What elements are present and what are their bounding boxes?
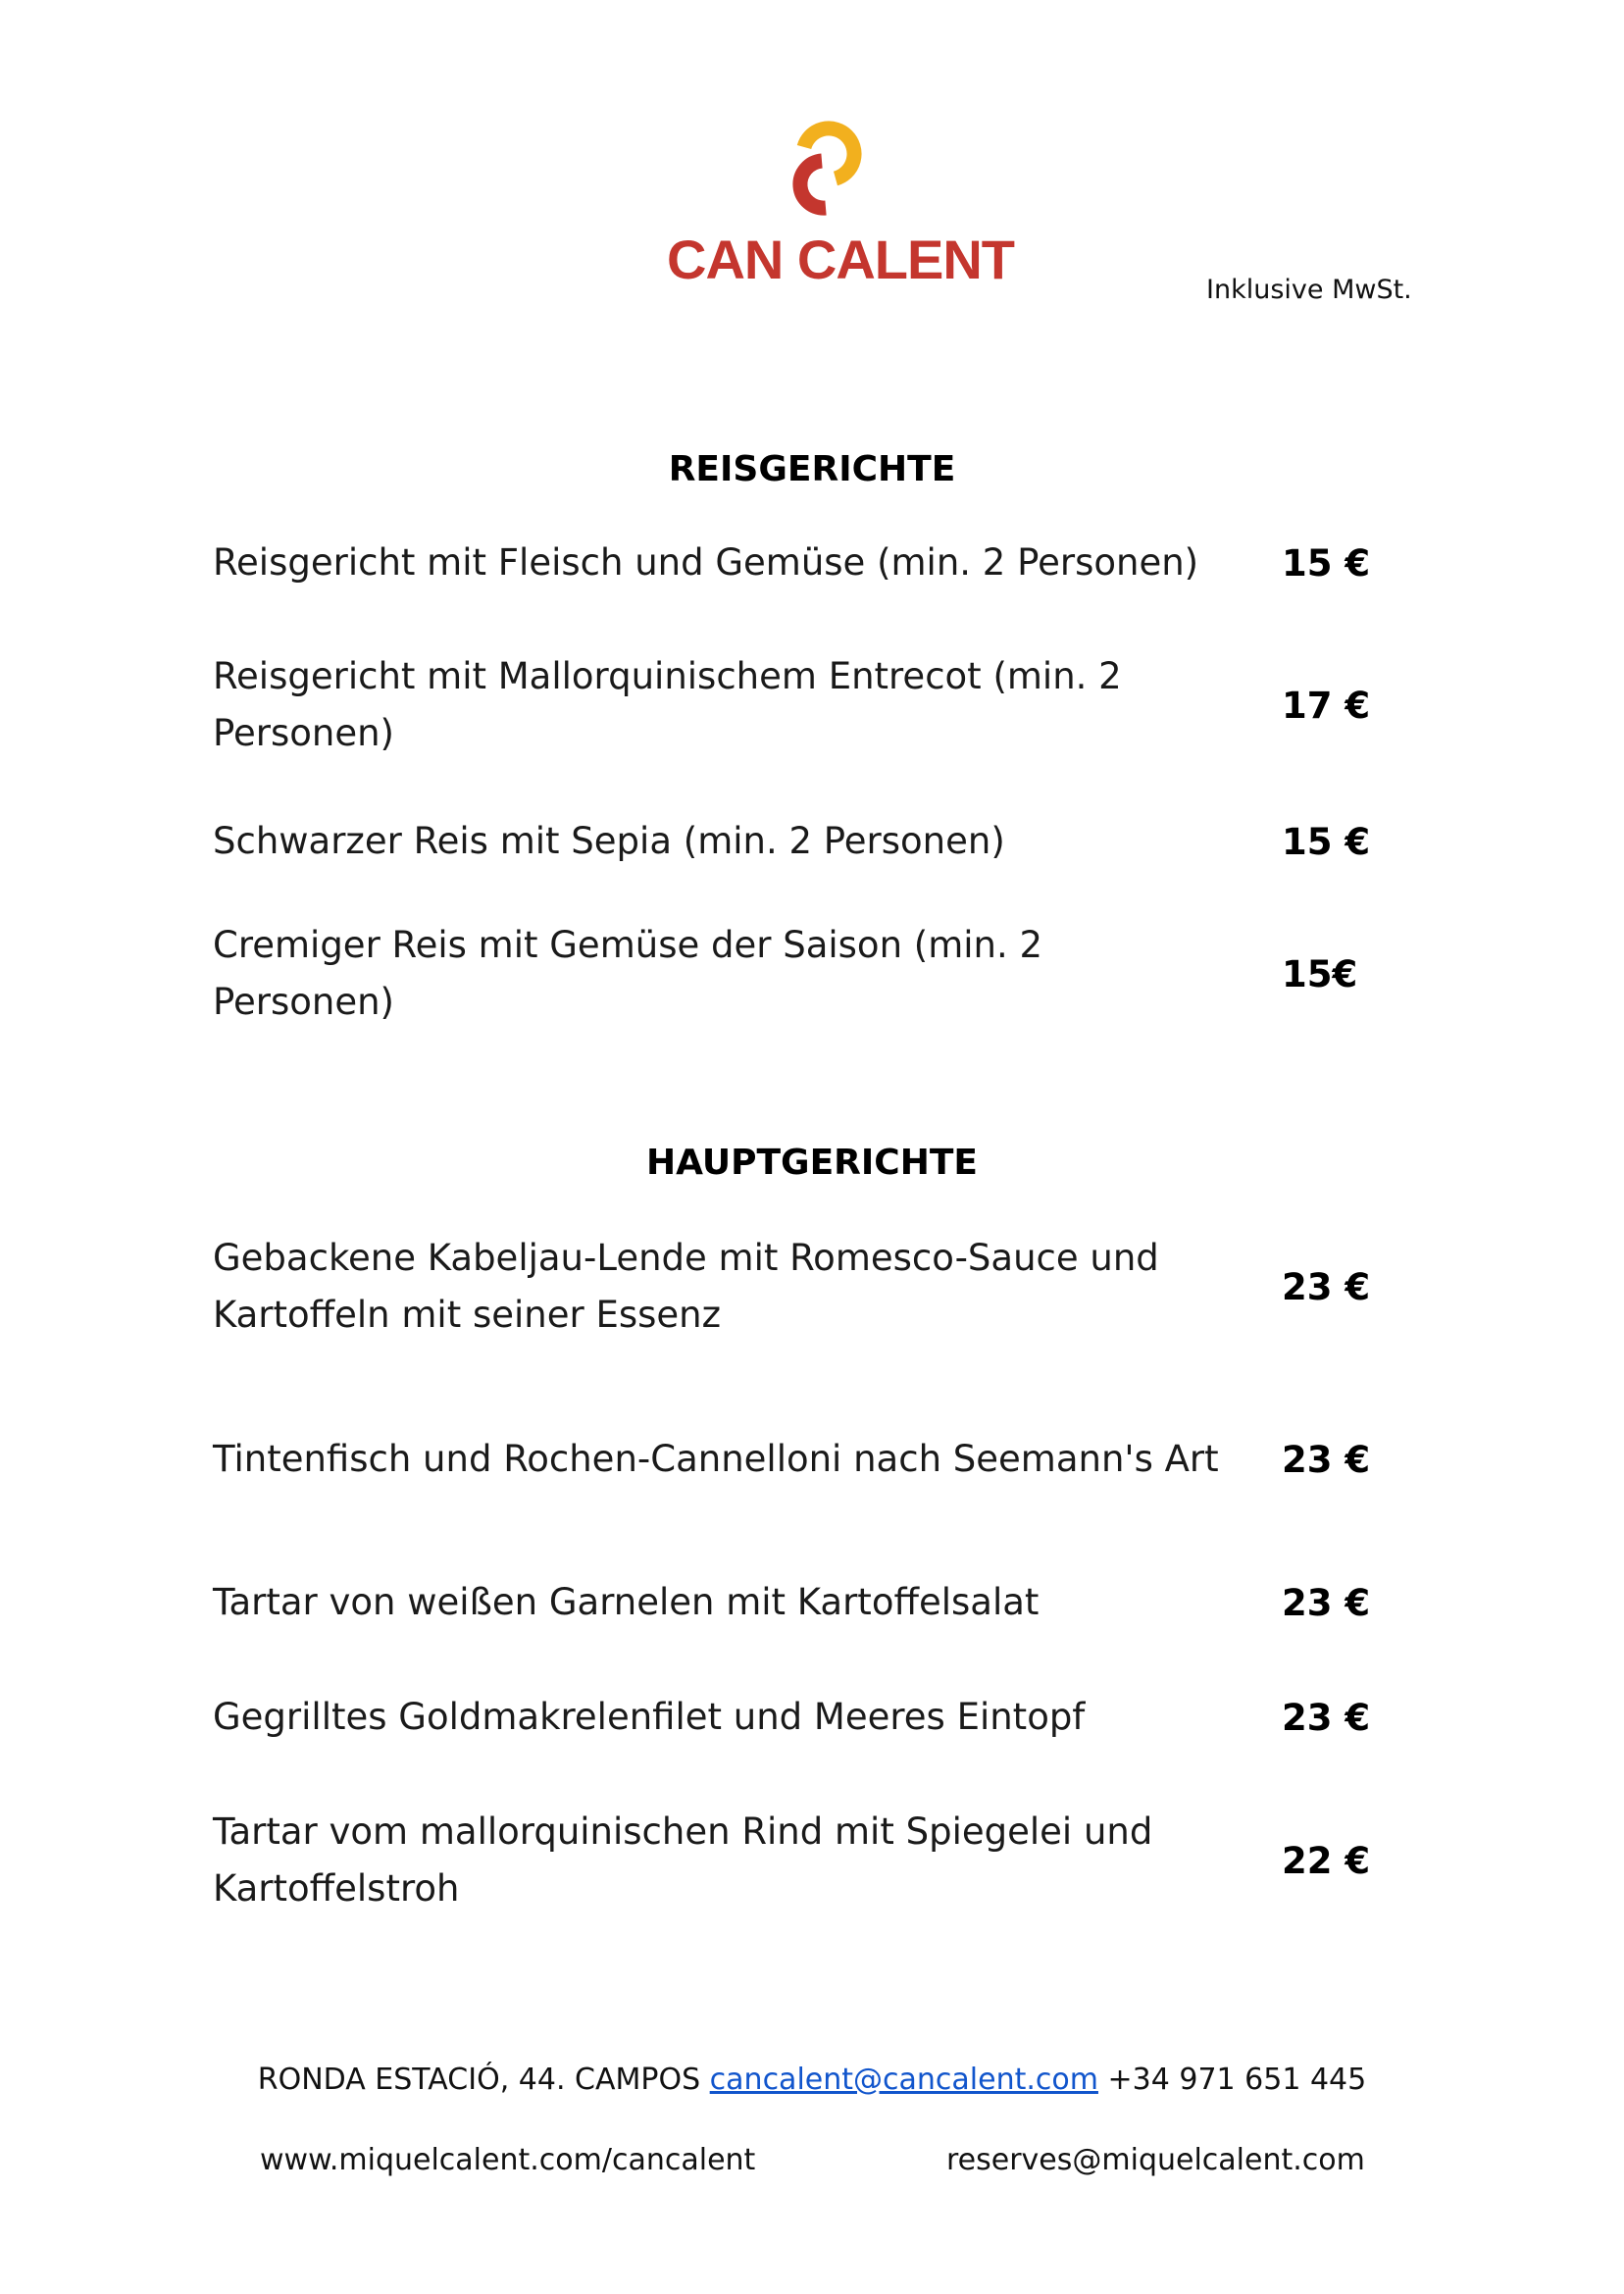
menu-item	[213, 648, 1370, 762]
menu-item	[213, 917, 1370, 1031]
footer-website: www.miquelcalent.com/cancalent	[260, 2143, 756, 2177]
section-title-hauptgerichte: HAUPTGERICHTE	[645, 1143, 978, 1183]
footer-reservations-email: reserves@miquelcalent.com	[946, 2143, 1365, 2177]
menu-item-price: 15 €	[1282, 541, 1371, 585]
menu-item-name: Reisgericht mit Fleisch und Gemüse (min. 2 Personen)	[213, 541, 1199, 584]
menu-item-name: Gebackene Kabeljau-Lende mit Romesco-Sauce und Kartoffeln mit seiner Essenz	[213, 1237, 1159, 1336]
menu-item-price: 15 €	[1282, 820, 1371, 863]
can-calent-logo-icon	[765, 110, 863, 228]
menu-item	[213, 535, 1370, 591]
menu-item	[213, 1804, 1370, 1917]
menu-item-price: 22 €	[1282, 1839, 1371, 1882]
menu-item-name: Tartar von weißen Garnelen mit Kartoffelsalat	[213, 1581, 1040, 1623]
menu-item-name: Schwarzer Reis mit Sepia (min. 2 Personen)	[213, 820, 1005, 862]
footer-address: RONDA ESTACIÓ, 44. CAMPOS	[257, 2063, 701, 2097]
menu-item	[213, 1574, 1370, 1631]
menu-item-price: 23 €	[1282, 1581, 1371, 1624]
brand-logo	[667, 110, 1014, 296]
footer-email-link[interactable]: cancalent@cancalent.com	[709, 2063, 1098, 2097]
menu-item-price: 23 €	[1282, 1265, 1371, 1308]
menu-item	[213, 813, 1370, 870]
footer-phone: +34 971 651 445	[1107, 2063, 1367, 2097]
menu-item	[213, 1230, 1370, 1344]
menu-item-price: 17 €	[1282, 684, 1371, 727]
menu-item-price: 23 €	[1282, 1438, 1371, 1481]
menu-item-name: Tintenfisch und Rochen-Cannelloni nach Seemann's Art	[213, 1438, 1219, 1480]
menu-item-name: Gegrilltes Goldmakrelenfilet und Meeres Eintopf	[213, 1696, 1086, 1738]
menu-item-name: Tartar vom mallorquinischen Rind mit Spiegelei und Kartoffelstroh	[213, 1810, 1153, 1910]
section-title-reisgerichte: REISGERICHTE	[668, 449, 956, 489]
menu-item	[213, 1402, 1370, 1516]
menu-item-name: Cremiger Reis mit Gemüse der Saison (min. 2 Personen)	[213, 924, 1043, 1023]
menu-item-price: 15€	[1282, 952, 1358, 995]
menu-item	[213, 1689, 1370, 1746]
vat-note: Inklusive MwSt.	[1206, 275, 1412, 305]
footer-contact-line	[0, 2063, 1624, 2097]
menu-item-name: Reisgericht mit Mallorquinischem Entrecot (min. 2 Personen)	[213, 655, 1122, 754]
menu-item-price: 23 €	[1282, 1696, 1371, 1739]
brand-name: CAN CALENT	[667, 229, 1014, 290]
